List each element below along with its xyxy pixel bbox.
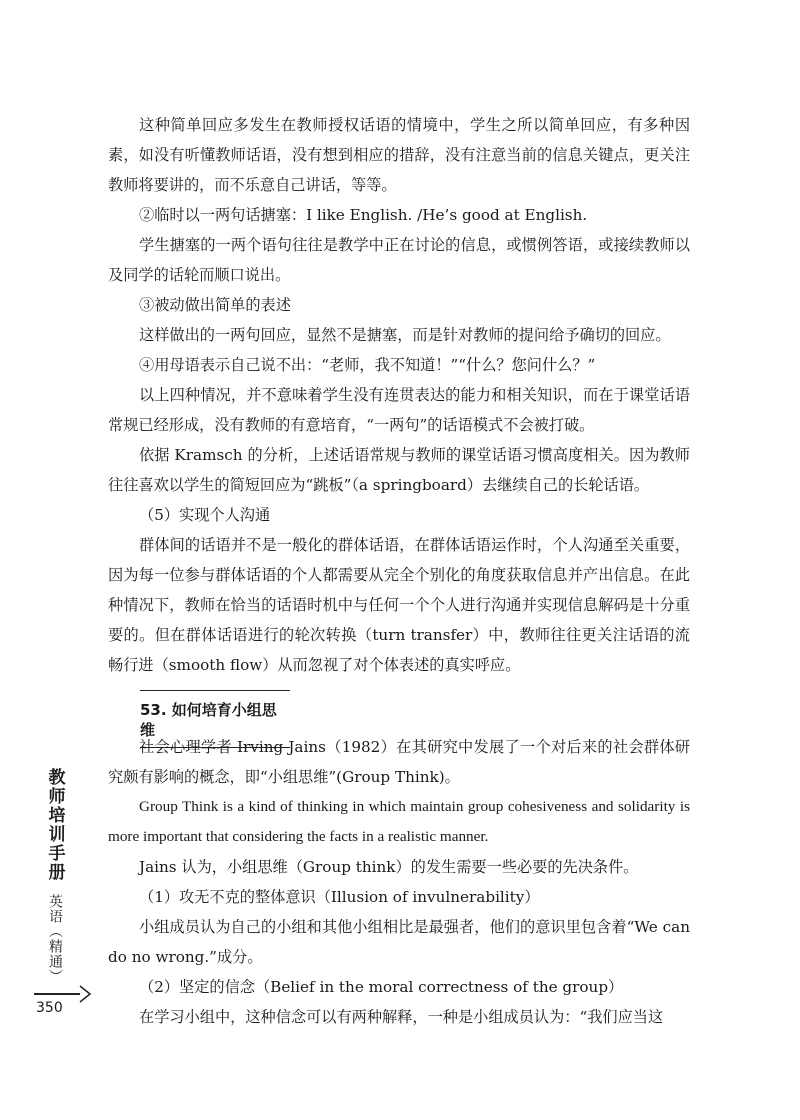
body-paragraph: ④用母语表示自己说不出：“老师，我不知道！”“什么？您问什么？” (139, 356, 596, 374)
side-tab (30, 768, 80, 984)
section-paragraph: 社会心理学者 Irving Jains（1982）在其研究中发展了一个对后来的社会群体研究颇有影响的概念，即“小组思维”(Group Think)。 (108, 738, 690, 786)
body-paragraph: 依据 Kramsch 的分析，上述话语常规与教师的课堂话语习惯高度相关。因为教师往往喜欢以学生的简短回应为“跳板”（a springboard）去继续自己的长轮话语。 (108, 446, 690, 494)
section-paragraph: （1）攻无不克的整体意识（Illusion of invulnerability） (139, 888, 540, 906)
body-paragraph: ③被动做出简单的表述 (139, 296, 291, 314)
section-paragraph: Group Think is a kind of thinking in which maintain group cohesiveness and solidarity is more important that considering the facts in a realistic manner. (108, 798, 690, 845)
section-paragraph: Jains 认为，小组思维（Group think）的发生需要一些必要的先决条件。 (139, 858, 639, 876)
section-paragraph: 在学习小组中，这种信念可以有两种解释，一种是小组成员认为：“我们应当这 (139, 1008, 664, 1026)
body-paragraph: （5）实现个人沟通 (139, 506, 271, 524)
book-title: 教师培训手册 (44, 768, 65, 882)
main-text (108, 110, 690, 680)
body-paragraph: 学生搪塞的一两个语句往往是教学中正在讨论的信息，或惯例答语，或接续教师以及同学的话轮而顺口说出。 (108, 236, 690, 284)
chevron-right-icon (78, 985, 92, 1007)
body-paragraph: 这样做出的一两句回应，显然不是搪塞，而是针对教师的提问给予确切的回应。 (139, 326, 671, 344)
body-paragraph: 以上四种情况，并不意味着学生没有连贯表达的能力和相关知识，而在于课堂话语常规已经形成，没有教师的有意培育，“一两句”的话语模式不会被打破。 (108, 386, 690, 434)
body-paragraph: 这种简单回应多发生在教师授权话语的情境中，学生之所以简单回应，有多种因素，如没有听懂教师话语，没有想到相应的措辞，没有注意当前的信息关键点，更关注教师将要讲的，而不乐意自己讲话，等等。 (108, 116, 690, 194)
section-paragraph: （2）坚定的信念（Belief in the moral correctness of the group） (139, 978, 624, 996)
page-number: 350 (36, 1000, 63, 1016)
section-text (108, 732, 690, 1032)
divider (34, 993, 80, 995)
book-subtitle: 英语（精通） (47, 894, 63, 984)
body-paragraph: ②临时以一两句话搪塞：I like English. /He’s good at English. (139, 206, 588, 224)
section-heading: 53. 如何培育小组思维 (140, 690, 290, 748)
section-paragraph: 小组成员认为自己的小组和其他小组相比是最强者，他们的意识里包含着“We can do no wrong.”成分。 (108, 918, 690, 966)
body-paragraph: 群体间的话语并不是一般化的群体话语，在群体话语运作时，个人沟通至关重要，因为每一位参与群体话语的个人都需要从完全个别化的角度获取信息并产出信息。在此种情况下，教师在恰当的话语时机中与任何一个个人进行沟通并实现信息解码是十分重要的。但在群体话语进行的轮次转换（turn transfer）中，教师往往更关注话语的流畅行进（smooth flow）从而忽视了对个体表述的真实呼应。 (108, 536, 690, 674)
